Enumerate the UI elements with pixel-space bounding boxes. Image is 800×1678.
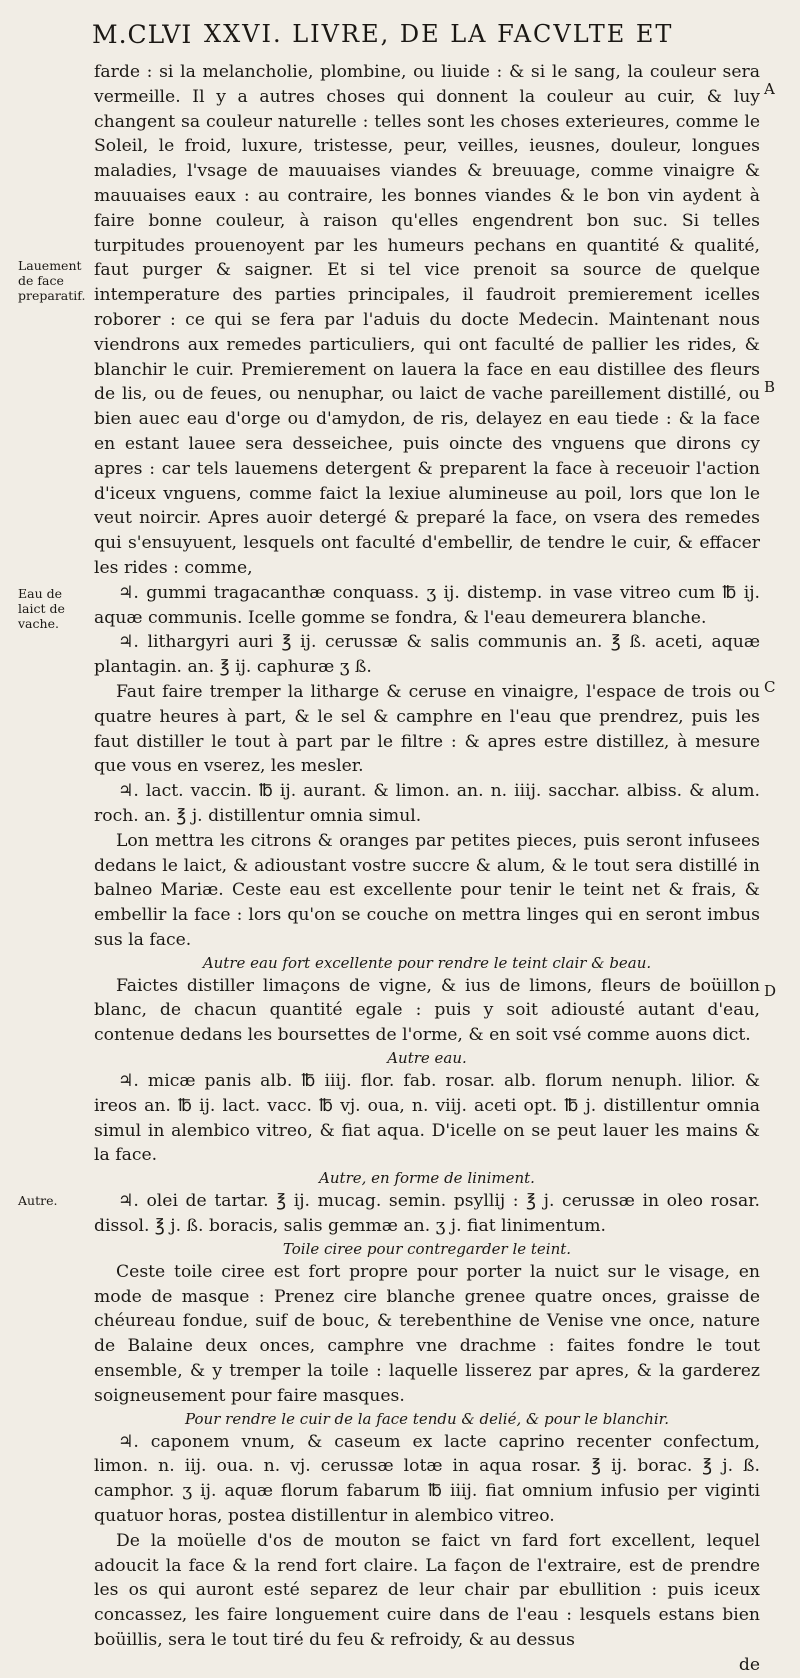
paragraph-limacons: Faictes distiller limaçons de vigne, & ius de limons, fleurs de boüillon blanc, de chacun quantité egale : puis y soit adiousté autant d'eau, contenue dedans les boursettes de l'orme, & en soit vsé comme auons dict. (94, 975, 760, 1046)
paragraph-intro: farde : si la melancholie, plombine, ou liuide : & si le sang, la couleur sera vermeille. Il y a autres choses qui donnent la couleur au cuir, & luy changent sa couleur naturelle : telles sont les choses exterieures, comme le Soleil, le froid, luxure, tristesse, peur, veilles, ieusnes, douleur, longues maladies, l'vsage de mauuaises viandes & breuuage, comme vinaigre & mauuaises eaux : au contraire, les bonnes viandes & le bon vin aydent à faire bonne couleur, à raison qu'elles engendrent bon suc. Si telles turpitudes prouenoyent par les humeurs pechans en quantité & qualité, faut purger & saigner. Et si tel vice prenoit sa source de quelque intemperature des parties principales, il faudroit premierement icelles roborer : ce qui se fera par l'aduis du docte Medecin. Maintenant nous viendrons aux remedes particuliers, qui ont faculté de pallier les rides, & blanchir le cuir. Premierement on lauera la face en eau distillee des fleurs de lis, ou de feues, ou nenuphar, ou laict de vache pareillement distillé, ou bien auec eau d'orge ou d'amydon, de ris, delayez en eau tiede : & la face en estant lauee sera desseichee, puis oincte des vnguens que dirons cy apres : car tels lauemens detergent & preparent la face à receuoir l'action d'iceux vnguens, comme faict la lexiue alumineuse au poil, lors que lon le veut noircir. Apres auoir detergé & preparé la face, on vsera des remedes qui s'ensuyuent, lesquels ont faculté d'embellir, de tendre le cuir, & effacer les rides : comme, (94, 62, 760, 578)
recipe-lithargyri: ♃. lithargyri auri ℥ ij. cerussæ & salis communis an. ℥ ß. aceti, aquæ plantagin. an. ℥ ij. caphuræ ʒ ß. (94, 632, 760, 678)
paragraph-toile-ciree: Ceste toile ciree est fort propre pour porter la nuict sur le visage, en mode de masque : Prenez cire blanche grenee quatre onces, graisse de chéureau fondue, suif de bouc, & terebenthine de Venise vne once, nature de Balaine deux onces, camphre vne drachme : faites fondre le tout ensemble, & y tremper la toile : laquelle lisserez par apres, & la garderez soigneusement pour faire masques. (94, 1261, 760, 1406)
page-header (92, 16, 674, 56)
recipe-caponem: ♃. caponem vnum, & caseum ex lacte caprino recenter confectum, limon. n. iij. oua. n. vj. cerussæ lotæ in aqua rosar. ℥ ij. borac. ℥ j. ß. camphor. ʒ ij. aquæ florum fabarum ℔ iiij. fiat omnium infusio per viginti quatuor horas, postea distillentur in alembico vitreo. (94, 1431, 760, 1527)
running-title: XXVI. LIVRE, DE LA FACVLTE ET (204, 20, 674, 48)
paragraph-citrons: Lon mettra les citrons & oranges par petites pieces, puis seront infusees dedans le laict, & adioustant vostre succre & alum, & le tout sera distillé in balneo Mariæ. Ceste eau est excellente pour tenir le teint net & frais, & embellir la face : lors qu'on se couche on mettra linges qui en seront imbus sus la face. (94, 830, 760, 950)
section-letter-d: D (764, 982, 777, 1000)
catchword: de (738, 1654, 760, 1675)
recipe-gummi: ♃. gummi tragacanthæ conquass. ʒ ij. distemp. in vase vitreo cum ℔ ij. aquæ communis. Icelle gomme se fondra, & l'eau demeurera blanche. (94, 582, 760, 628)
section-letter-c: C (764, 678, 776, 696)
section-letter-a: A (764, 80, 775, 98)
recipe-micae-panis: ♃. micæ panis alb. ℔ iiij. flor. fab. rosar. alb. florum nenuph. lilior. & ireos an. ℔ ij. lact. vacc. ℔ vj. oua, n. viij. aceti opt. ℔ j. distillentur omnia simul in alembico vitreo, & fiat aqua. D'icelle on se peut lauer les mains & la face. (94, 1071, 760, 1166)
folio-number: M.CLVI (92, 20, 193, 49)
heading-autre-eau-excellente: Autre eau fort excellente pour rendre le teint clair & beau. (202, 953, 652, 972)
recipe-lact-vaccin: ♃. lact. vaccin. ℔ ij. aurant. & limon. an. n. iiij. sacchar. albiss. & alum. roch. an. ℥ j. distillentur omnia simul. (94, 781, 760, 826)
main-text-block (94, 60, 760, 1678)
heading-autre-eau: Autre eau. (387, 1049, 467, 1068)
section-letter-b: B (764, 378, 776, 396)
heading-liniment: Autre, en forme de liniment. (319, 1169, 535, 1188)
paragraph-litharge: Faut faire tremper la litharge & ceruse en vinaigre, l'espace de trois ou quatre heures à part, & le sel & camphre en l'eau que prendrez, puis les faut distiller le tout à part par le filtre : & apres estre distillez, à mesure que vous en vserez, les mesler. (94, 681, 760, 777)
paragraph-mouelle: De la moüelle d'os de mouton se faict vn fard fort excellent, lequel adoucit la face & la rend fort claire. La façon de l'extraire, est de prendre les os qui auront esté separez de leur chair par ebullition : puis iceux concassez, les faire longuement cuire dans de l'eau : lesquels estans bien boüillis, sera le tout tiré du feu & refroidy, & au dessus (94, 1530, 760, 1651)
margin-note-autre: Autre. (18, 1193, 58, 1208)
heading-toile-ciree: Toile ciree pour contregarder le teint. (282, 1239, 572, 1258)
recipe-olei-tartar: ♃. olei de tartar. ℥ ij. mucag. semin. psyllij : ℥ j. cerussæ in oleo rosar. dissol. ℥ j. ß. boracis, salis gemmæ an. ʒ j. fiat linimentum. (94, 1191, 760, 1237)
margin-note-eau-de-laict: Eau de laict de vache. (18, 586, 65, 631)
heading-cuir-tendu: Pour rendre le cuir de la face tendu & delié, & pour le blanchir. (185, 1409, 669, 1428)
margin-note-lauement: Lauement de face preparatif. (18, 258, 86, 303)
